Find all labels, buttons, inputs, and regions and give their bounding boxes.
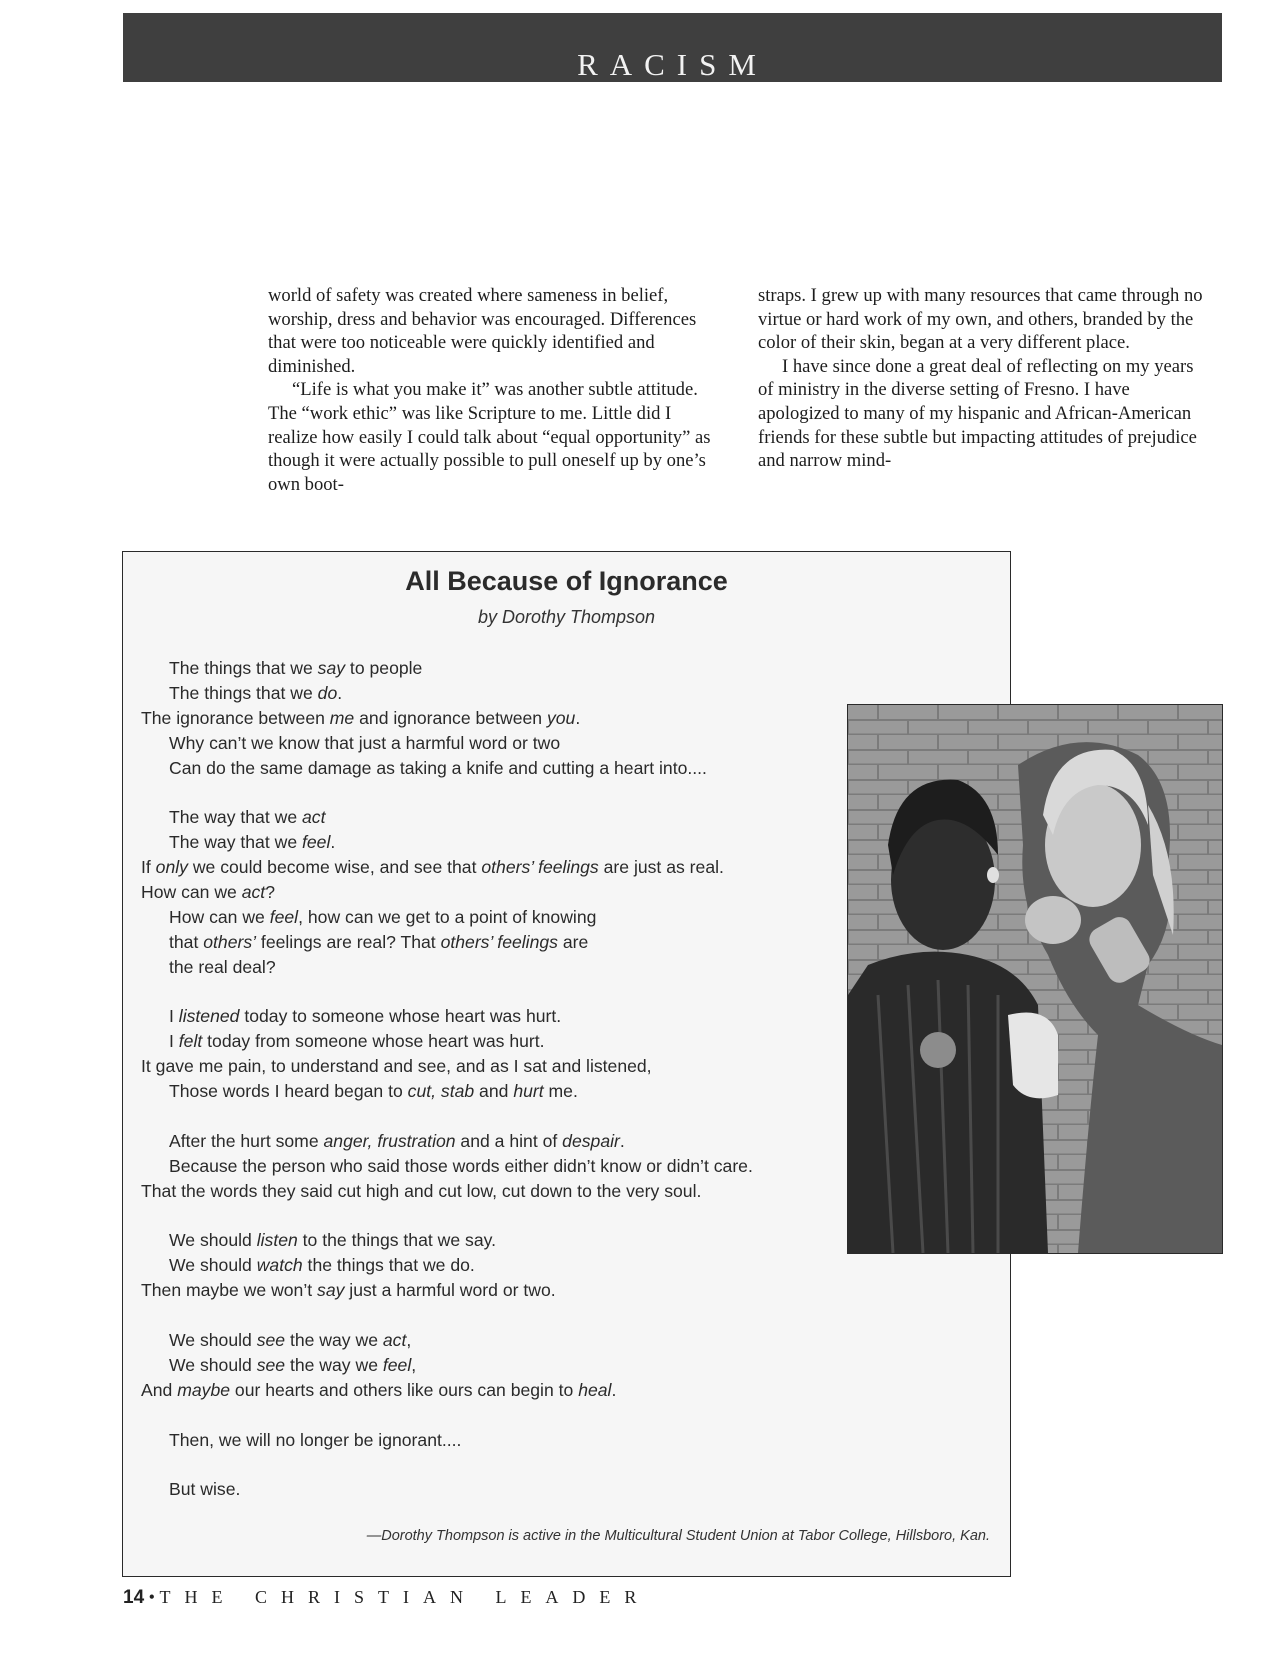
article-paragraph: I have since done a great deal of reflecting on my years of ministry in the diverse setting of Fresno. I have apologized to many of my hispanic and African-American friends for these subtle but impacting attitudes of prejudice and narrow mind-: [758, 355, 1197, 472]
magazine-name: THE CHRISTIAN LEADER: [159, 1587, 651, 1607]
article-paragraph: world of safety was created where sameness in belief, worship, dress and behavior was encouraged. Differences that were too noticeable were quickly identified and diminished.: [268, 285, 697, 377]
poem-line: Can do the same damage as taking a knife and cutting a heart into....: [169, 757, 707, 778]
poem-line: The way that we feel.: [169, 832, 336, 853]
poem-line: Then maybe we won’t say just a harmful word or two.: [141, 1280, 556, 1301]
stanza-break: [141, 1204, 861, 1229]
poem-line: The ignorance between me and ignorance between you.: [141, 707, 581, 728]
poem-line: We should see the way we feel,: [169, 1354, 417, 1375]
poem-line: After the hurt some anger, frustration and a hint of despair.: [169, 1130, 625, 1151]
poem-line: How can we feel, how can we get to a point of knowing: [169, 906, 597, 927]
stanza-break: [141, 780, 861, 805]
stanza-break: [141, 1303, 861, 1328]
poem-line: We should listen to the things that we say.: [169, 1230, 496, 1251]
poem-line: Why can’t we know that just a harmful word or two: [169, 732, 561, 753]
poem-title: All Because of Ignorance: [405, 566, 728, 596]
page-number: 14: [123, 1587, 145, 1608]
article-paragraph: “Life is what you make it” was another subtle attitude. The “work ethic” was like Scripture to me. Little did I realize how easily I could talk about “equal opportunity” as though it were actually possible to pull oneself up by one’s own boot-: [268, 379, 711, 495]
stanza-break: [141, 1453, 861, 1478]
poem-line: The way that we act: [169, 807, 326, 828]
poem-line: Then, we will no longer be ignorant....: [169, 1429, 462, 1450]
poem-line: That the words they said cut high and cut low, cut down to the very soul.: [141, 1180, 702, 1201]
poem-line: The things that we say to people: [169, 658, 423, 678]
poem-line: Those words I heard began to cut, stab and hurt me.: [169, 1081, 578, 1102]
poem-author: by Dorothy Thompson: [477, 607, 656, 627]
poem-line: The things that we do.: [169, 682, 343, 703]
stanza-break: [141, 1403, 861, 1428]
poem-body: [141, 656, 861, 1502]
photo-two-women: [847, 704, 1223, 1254]
poem-line: How can we act?: [141, 882, 275, 903]
article-column-right: [758, 284, 1206, 473]
article-paragraph: straps. I grew up with many resources that came through no virtue or hard work of my own, and others, branded by the color of their skin, began at a very different place.: [758, 285, 1203, 354]
photo-illustration: [848, 705, 1222, 1253]
poem-line: We should watch the things that we do.: [169, 1255, 475, 1276]
poem-author-credit: —Dorothy Thompson is active in the Multicultural Student Union at Tabor College, Hillsboro, Kan.: [366, 1528, 990, 1544]
poem-line: It gave me pain, to understand and see, and as I sat and listened,: [141, 1056, 652, 1077]
section-header-bar: [123, 13, 1222, 82]
poem-line: We should see the way we act,: [169, 1330, 412, 1351]
article-column-left: [268, 284, 716, 496]
page-footer: [123, 1587, 650, 1609]
poem-line: the real deal?: [169, 956, 276, 977]
section-title: RACISM: [577, 47, 768, 82]
poem-line: Because the person who said those words either didn’t know or didn’t care.: [169, 1155, 753, 1176]
stanza-break: [141, 980, 861, 1005]
poem-line: that others’ feelings are real? That others’ feelings are: [169, 931, 589, 952]
footer-separator: •: [148, 1587, 155, 1607]
poem-line: I listened today to someone whose heart was hurt.: [169, 1006, 562, 1027]
stanza-break: [141, 1104, 861, 1129]
poem-line: But wise.: [169, 1479, 241, 1500]
poem-line: I felt today from someone whose heart was hurt.: [169, 1031, 545, 1052]
poem-line: And maybe our hearts and others like ours can begin to heal.: [141, 1379, 617, 1400]
poem-line: If only we could become wise, and see that others’ feelings are just as real.: [141, 857, 724, 878]
